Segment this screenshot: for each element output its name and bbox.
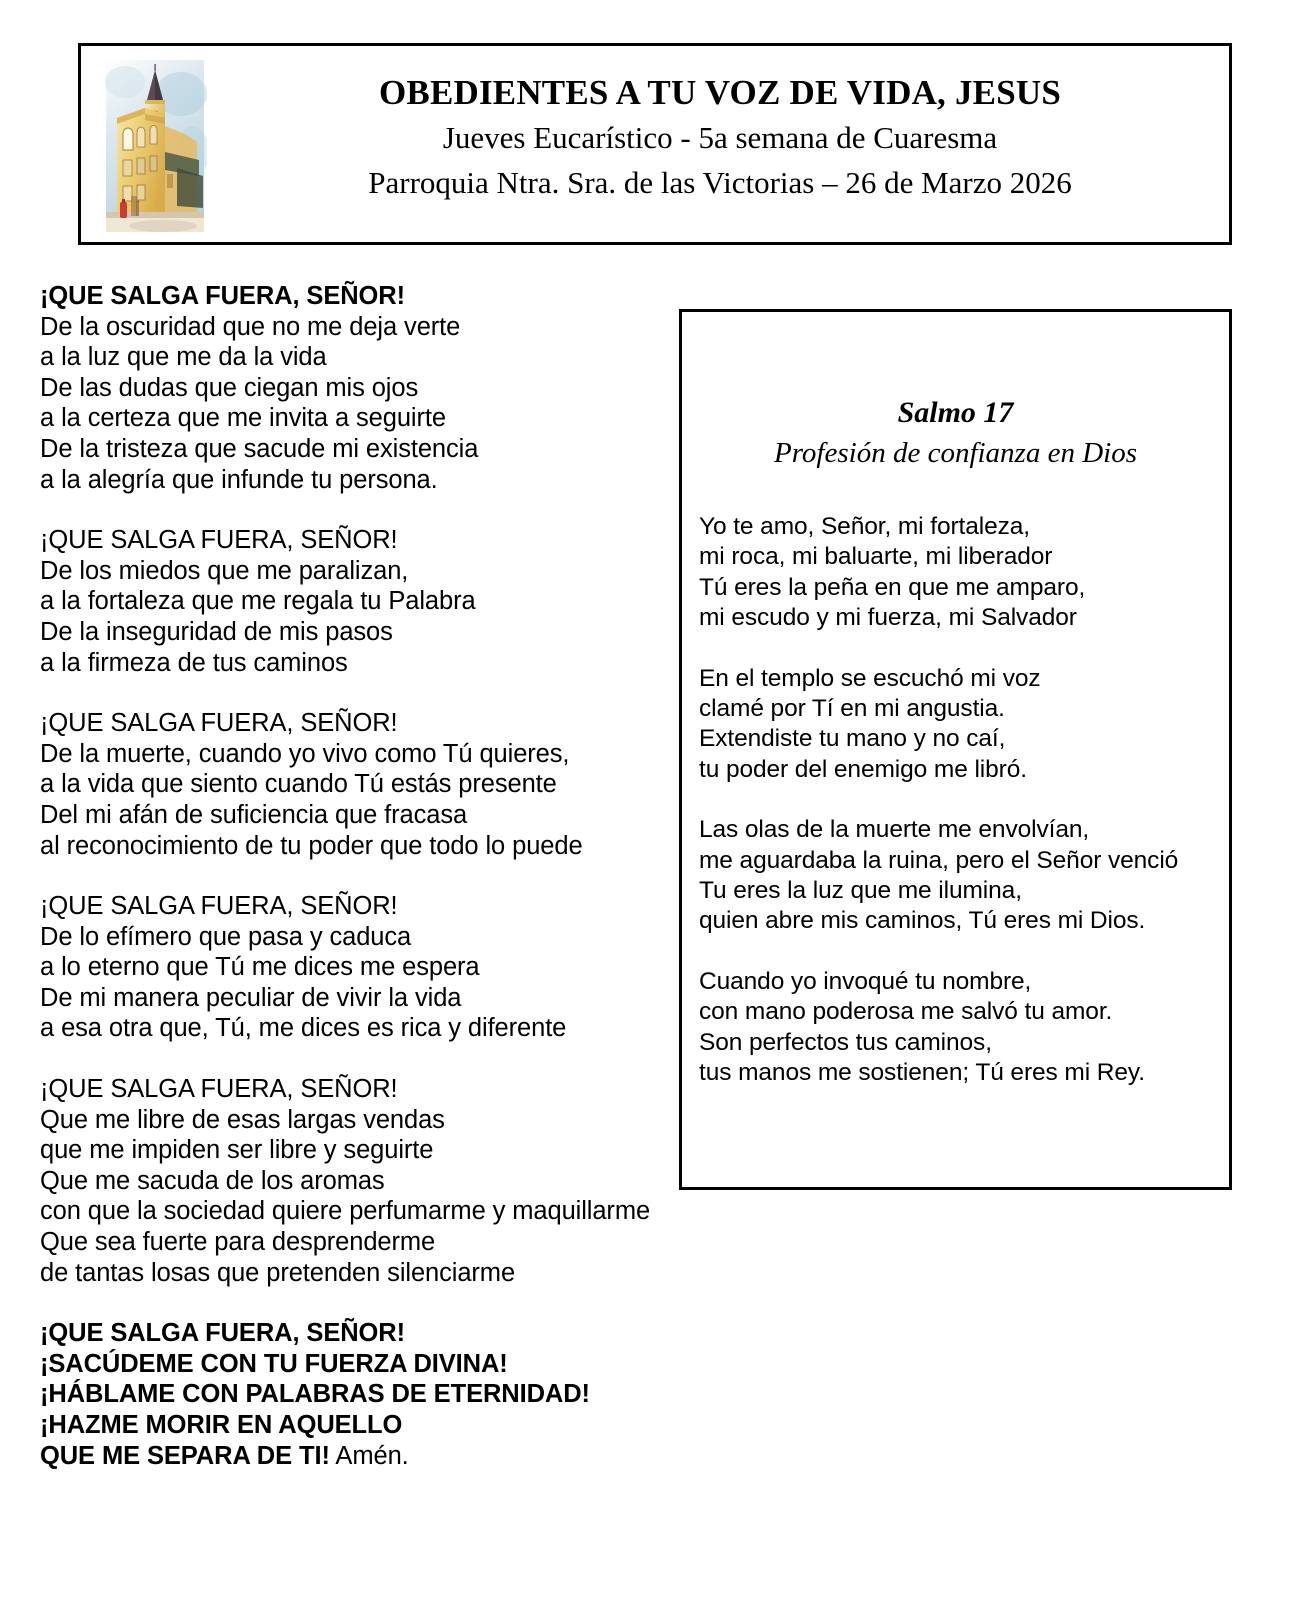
prayer-refrain: ¡QUE SALGA FUERA, SEÑOR! xyxy=(40,1075,398,1104)
psalm-line: Tu eres la luz que me ilumina, xyxy=(699,877,1022,905)
prayer-stanza xyxy=(40,708,672,861)
psalm-line: Yo te amo, Señor, mi fortaleza, xyxy=(699,513,1031,540)
prayer-amen-text: Amén. xyxy=(329,1441,409,1470)
psalm-line: Las olas de la muerte me envolvían, xyxy=(699,816,1090,844)
prayer-refrain: ¡QUE SALGA FUERA, SEÑOR! xyxy=(40,526,398,555)
psalm-line: me aguardaba la ruina, pero el Señor venció xyxy=(699,846,1179,874)
prayer-final-line: ¡SACÚDEME CON TU FUERZA DIVINA! xyxy=(40,1349,508,1378)
prayer-refrain: ¡QUE SALGA FUERA, SEÑOR! xyxy=(40,709,398,738)
prayer-final-line: ¡HÁBLAME CON PALABRAS DE ETERNIDAD! xyxy=(40,1380,590,1409)
prayer-line: a la fortaleza que me regala tu Palabra xyxy=(40,587,476,616)
psalm-line: tus manos me sostienen; Tú eres mi Rey. xyxy=(699,1059,1145,1087)
prayer-refrain: ¡QUE SALGA FUERA, SEÑOR! xyxy=(40,282,405,310)
prayer-line: de tantas losas que pretenden silenciarme xyxy=(40,1258,516,1287)
prayer-line: De mi manera peculiar de vivir la vida xyxy=(40,983,462,1012)
prayer-column xyxy=(40,281,672,1471)
prayer-final-line-amen xyxy=(40,1441,672,1472)
prayer-final-line: ¡HAZME MORIR EN AQUELLO xyxy=(40,1411,403,1439)
psalm-line: clamé por Tí en mi angustia. xyxy=(699,695,1005,723)
prayer-line: Que me sacuda de los aromas xyxy=(40,1166,385,1195)
psalm-line: Son perfectos tus caminos, xyxy=(699,1028,992,1056)
prayer-line: a la luz que me da la vida xyxy=(40,343,327,372)
psalm-box xyxy=(679,309,1232,1190)
psalm-heading xyxy=(682,396,1229,470)
prayer-line: con que la sociedad quiere perfumarme y maquillarme xyxy=(40,1197,651,1226)
church-watercolor-illustration xyxy=(103,56,207,236)
psalm-line: Tú eres la peña en que me amparo, xyxy=(699,573,1086,601)
psalm-line: tu poder del enemigo me libró. xyxy=(699,755,1027,783)
psalm-title: Salmo 17 xyxy=(897,396,1014,429)
psalm-body xyxy=(699,512,1229,1089)
psalm-line: Extendiste tu mano y no caí, xyxy=(699,725,1006,753)
page-title: OBEDIENTES A TU VOZ DE VIDA, JESUS xyxy=(378,73,1062,112)
psalm-line: En el templo se escuchó mi voz xyxy=(699,664,1041,692)
psalm-subtitle: Profesión de confianza en Dios xyxy=(774,437,1137,469)
prayer-line: a la alegría que infunde tu persona. xyxy=(40,465,438,494)
prayer-line: Que sea fuerte para desprenderme xyxy=(40,1228,436,1257)
prayer-line: De las dudas que ciegan mis ojos xyxy=(40,373,419,402)
psalm-stanza xyxy=(699,967,1229,1089)
prayer-line: De la tristeza que sacude mi existencia xyxy=(40,434,479,463)
header-subtitle-parish-date: Parroquia Ntra. Sra. de las Victorias – 26 de Marzo 2026 xyxy=(368,164,1072,200)
document-header-inner xyxy=(81,46,1229,242)
prayer-final-invocation xyxy=(40,1318,672,1471)
header-text-block xyxy=(221,72,1219,203)
psalm-line: quien abre mis caminos, Tú eres mi Dios. xyxy=(699,907,1146,935)
prayer-line: a lo eterno que Tú me dices me espera xyxy=(40,953,480,982)
prayer-stanza xyxy=(40,525,672,678)
psalm-stanza xyxy=(699,815,1229,937)
prayer-line: Del mi afán de suficiencia que fracasa xyxy=(40,800,468,829)
psalm-line: mi escudo y mi fuerza, mi Salvador xyxy=(699,604,1077,632)
header-subtitle-occasion: Jueves Eucarístico - 5a semana de Cuaresma xyxy=(442,120,998,156)
prayer-line: a la firmeza de tus caminos xyxy=(40,648,348,677)
prayer-line: a la vida que siento cuando Tú estás presente xyxy=(40,770,557,799)
prayer-line: a la certeza que me invita a seguirte xyxy=(40,404,446,433)
prayer-refrain: ¡QUE SALGA FUERA, SEÑOR! xyxy=(40,892,398,921)
psalm-line: con mano poderosa me salvó tu amor. xyxy=(699,998,1113,1026)
prayer-line: que me impiden ser libre y seguirte xyxy=(40,1136,434,1165)
prayer-final-line: ¡QUE SALGA FUERA, SEÑOR! xyxy=(40,1319,405,1348)
psalm-line: mi roca, mi baluarte, mi liberador xyxy=(699,543,1053,571)
prayer-line: De la muerte, cuando yo vivo como Tú quieres, xyxy=(40,739,570,768)
prayer-line: De los miedos que me paralizan, xyxy=(40,556,409,585)
prayer-line: De la oscuridad que no me deja verte xyxy=(40,312,461,341)
prayer-final-line-bold: QUE ME SEPARA DE TI! xyxy=(40,1441,330,1470)
prayer-stanza xyxy=(40,1074,672,1288)
psalm-stanza xyxy=(699,512,1229,634)
prayer-line: a esa otra que, Tú, me dices es rica y diferente xyxy=(40,1014,567,1043)
prayer-line: De la inseguridad de mis pasos xyxy=(40,617,393,646)
prayer-line: De lo efímero que pasa y caduca xyxy=(40,922,412,951)
psalm-stanza xyxy=(699,664,1229,786)
document-header-box xyxy=(78,43,1232,245)
prayer-line: al reconocimiento de tu poder que todo lo puede xyxy=(40,831,583,860)
prayer-line: Que me libre de esas largas vendas xyxy=(40,1105,445,1134)
prayer-stanza xyxy=(40,891,672,1044)
prayer-stanza xyxy=(40,281,672,495)
psalm-line: Cuando yo invoqué tu nombre, xyxy=(699,967,1032,995)
